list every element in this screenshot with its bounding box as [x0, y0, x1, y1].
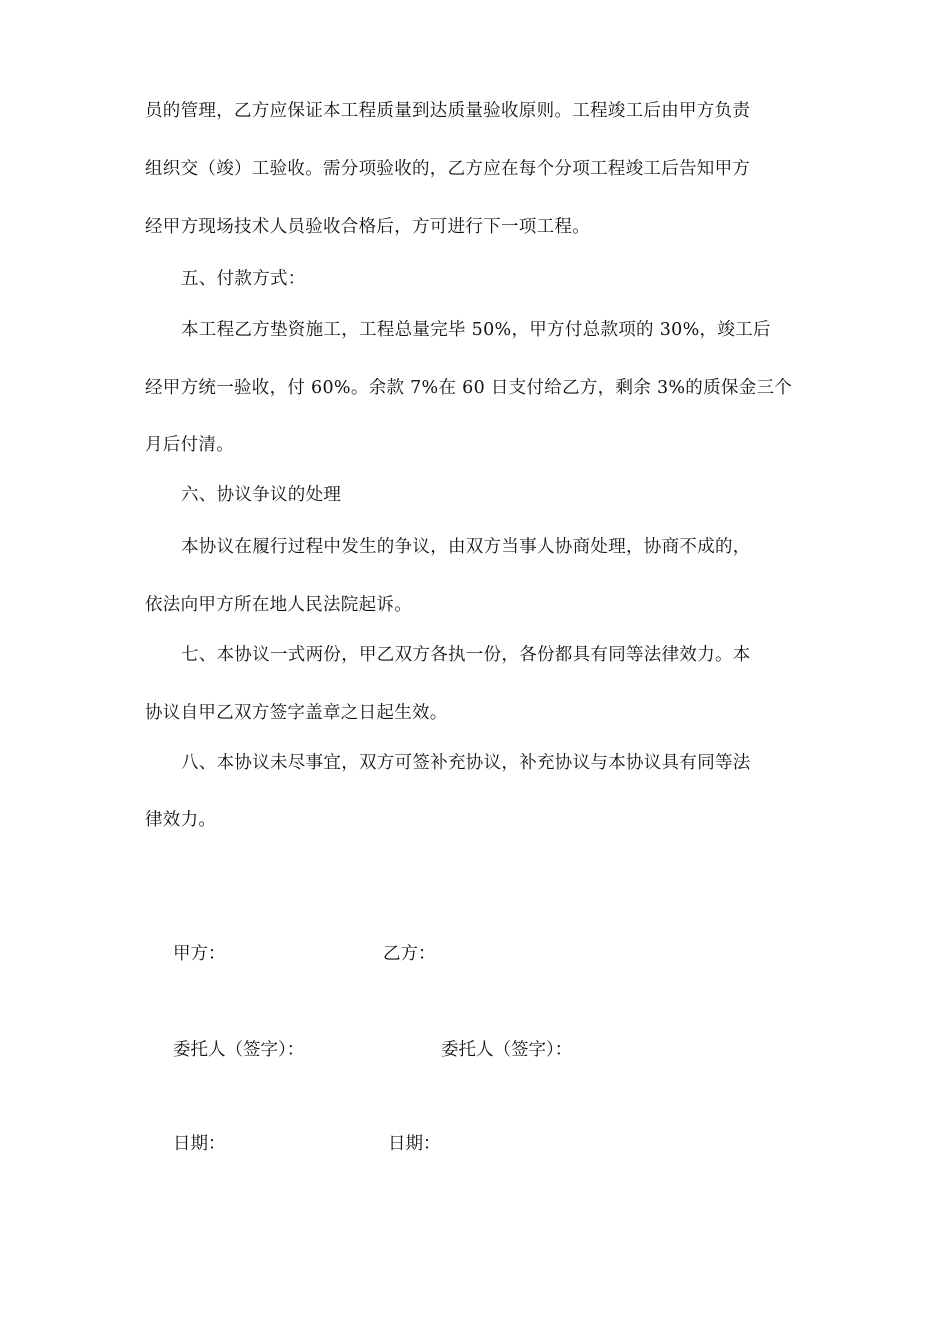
section-heading: 五、付款方式：: [181, 269, 306, 289]
paragraph-line: 经甲方统一验收，付 60%。余款 7%在 60 日支付给乙方，剩余 3%的质保金三个: [145, 378, 793, 398]
date-a-label: 日期：: [173, 1134, 226, 1154]
agent-a-signature-label: 委托人（签字）：: [173, 1040, 305, 1060]
paragraph-line: 八、本协议未尽事宜，双方可签补充协议，补充协议与本协议具有同等法: [181, 753, 751, 773]
paragraph-line: 员的管理，乙方应保证本工程质量到达质量验收原则。工程竣工后由甲方负责: [145, 101, 751, 121]
paragraph-line: 本协议在履行过程中发生的争议，由双方当事人协商处理，协商不成的，: [181, 537, 751, 557]
paragraph-line: 组织交（竣）工验收。需分项验收的，乙方应在每个分项工程竣工后告知甲方: [145, 159, 751, 179]
agent-b-signature-label: 委托人（签字）：: [441, 1040, 573, 1060]
paragraph-line: 依法向甲方所在地人民法院起诉。: [145, 595, 412, 615]
paragraph-line: 律效力。: [145, 810, 217, 830]
paragraph-line: 七、本协议一式两份，甲乙双方各执一份，各份都具有同等法律效力。本: [181, 645, 751, 665]
paragraph-line: 月后付清。: [145, 435, 234, 455]
paragraph-line: 协议自甲乙双方签字盖章之日起生效。: [145, 703, 448, 723]
paragraph-line: 经甲方现场技术人员验收合格后，方可进行下一项工程。: [145, 217, 590, 237]
party-a-label: 甲方：: [173, 944, 226, 964]
paragraph-line: 本工程乙方垫资施工，工程总量完毕 50%，甲方付总款项的 30%，竣工后: [181, 320, 771, 340]
date-b-label: 日期：: [388, 1134, 441, 1154]
party-b-label: 乙方：: [383, 944, 436, 964]
section-heading: 六、协议争议的处理: [181, 485, 342, 505]
